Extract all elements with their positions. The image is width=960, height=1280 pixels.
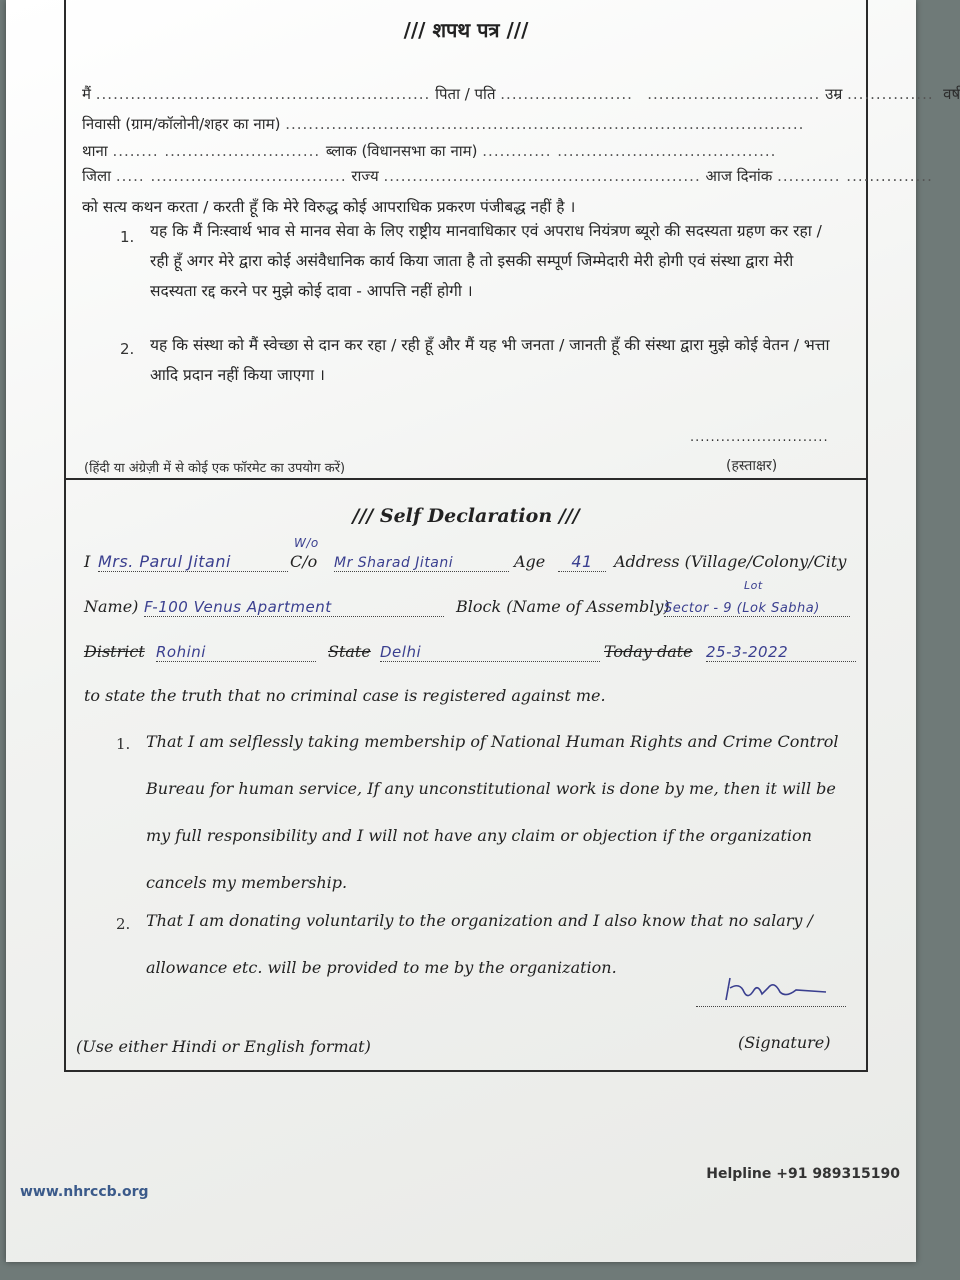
- english-point-2: That I am donating voluntarily to the organization and I also know that no salary / allowance etc. will be provided to me by the organization.: [146, 911, 813, 977]
- hindi-title: /// शपथ पत्र ///: [403, 18, 529, 42]
- hindi-signature-line: ...........................: [690, 430, 829, 445]
- english-point-1: That I am selflessly taking membership of National Human Rights and Crime Control Bureau for human service, If any unconstitutional work is done by me, then it will be my full responsibility and I will not have any claim or objection if the organization cancels my membership.: [146, 732, 839, 892]
- hindi-intro: को सत्य कथन करता / करती हूँ कि मेरे विरुद्ध कोई आपराधिक प्रकरण पंजीबद्ध नहीं है ।: [82, 198, 576, 216]
- filled-lot: Lot: [744, 579, 763, 592]
- filled-age: 41: [571, 552, 593, 571]
- english-signature-label: (Signature): [738, 1033, 831, 1052]
- hindi-line-2: निवासी (ग्राम/कॉलोनी/शहर का नाम) ..........................................................................................: [82, 115, 805, 133]
- filled-wo: W/o: [294, 536, 319, 550]
- filled-district: Rohini: [156, 643, 206, 661]
- helpline: Helpline +91 989315190: [706, 1166, 900, 1182]
- english-point-1-num: 1.: [116, 735, 131, 753]
- english-line-1: I Mrs. Parul Jitani W/o C/o Mr Sharad Jitani Age 41 Address (Village/Colony/City: [84, 536, 847, 571]
- filled-block: Sector - 9 (Lok Sabha): [664, 601, 820, 616]
- affidavit-paper: [6, 0, 960, 1262]
- hindi-point-2-num: 2.: [120, 340, 135, 358]
- website: www.nhrccb.org: [20, 1184, 149, 1200]
- filled-date: 25-3-2022: [706, 643, 789, 661]
- form-border: [64, 0, 960, 1072]
- english-point-2-num: 2.: [116, 915, 131, 933]
- signature-area: [696, 970, 846, 1007]
- section-divider: [66, 478, 866, 480]
- filled-state: Delhi: [380, 643, 422, 661]
- handwritten-signature: [696, 970, 846, 1006]
- hindi-point-1: यह कि मैं निःस्वार्थ भाव से मानव सेवा के लिए राष्ट्रीय मानवाधिकार एवं अपराध नियंत्रण ब्यूरो की सदस्यता ग्रहण कर रहा / रही हूँ अगर मेरे द्वारा कोई असंवैधानिक कार्य किया जाता है तो इसकी सम्पूर्ण जिम्मेदारी मेरी होगी एवं संस्था द्वारा मेरी सदस्यता रद्द करने पर मुझे कोई दावा - आपत्ति नहीं होगी ।: [150, 222, 822, 300]
- english-intro: to state the truth that no criminal case is registered against me.: [84, 686, 606, 705]
- english-format-note: (Use either Hindi or English format): [76, 1037, 371, 1056]
- english-line-3: District Rohini State Delhi Today date 25-3-2022: [84, 642, 856, 672]
- filled-husband: Mr Sharad Jitani: [334, 555, 454, 571]
- hindi-line-1: मैं .......................................................... पिता / पति ....................... .............................. उम्र ............... वर्ष: [82, 85, 960, 103]
- hindi-point-1-num: 1.: [120, 228, 135, 246]
- hindi-signature-label: (हस्ताक्षर): [726, 458, 778, 474]
- filled-name: Mrs. Parul Jitani: [98, 552, 231, 571]
- filled-address: F-100 Venus Apartment: [144, 598, 332, 616]
- hindi-format-note: (हिंदी या अंग्रेज़ी में से कोई एक फॉरमेट का उपयोग करें): [84, 461, 346, 476]
- hindi-line-4: जिला ..... .................................. राज्य ....................................................... आज दिनांक ........... ...............: [82, 167, 933, 185]
- english-line-2: Name) F-100 Venus Apartment Block (Name of Assembly) Lot Sector - 9 (Lok Sabha): [84, 597, 856, 627]
- hindi-point-2: यह कि संस्था को मैं स्वेच्छा से दान कर रहा / रही हूँ और मैं यह भी जनता / जानती हूँ की संस्था द्वारा मुझे कोई वेतन / भत्ता आदि प्रदान नहीं किया जाएगा ।: [150, 336, 830, 384]
- hindi-line-3: थाना ........ ........................... ब्लाक (विधानसभा का नाम) ............ ......................................: [82, 142, 777, 160]
- english-title: /// Self Declaration ///: [352, 505, 580, 527]
